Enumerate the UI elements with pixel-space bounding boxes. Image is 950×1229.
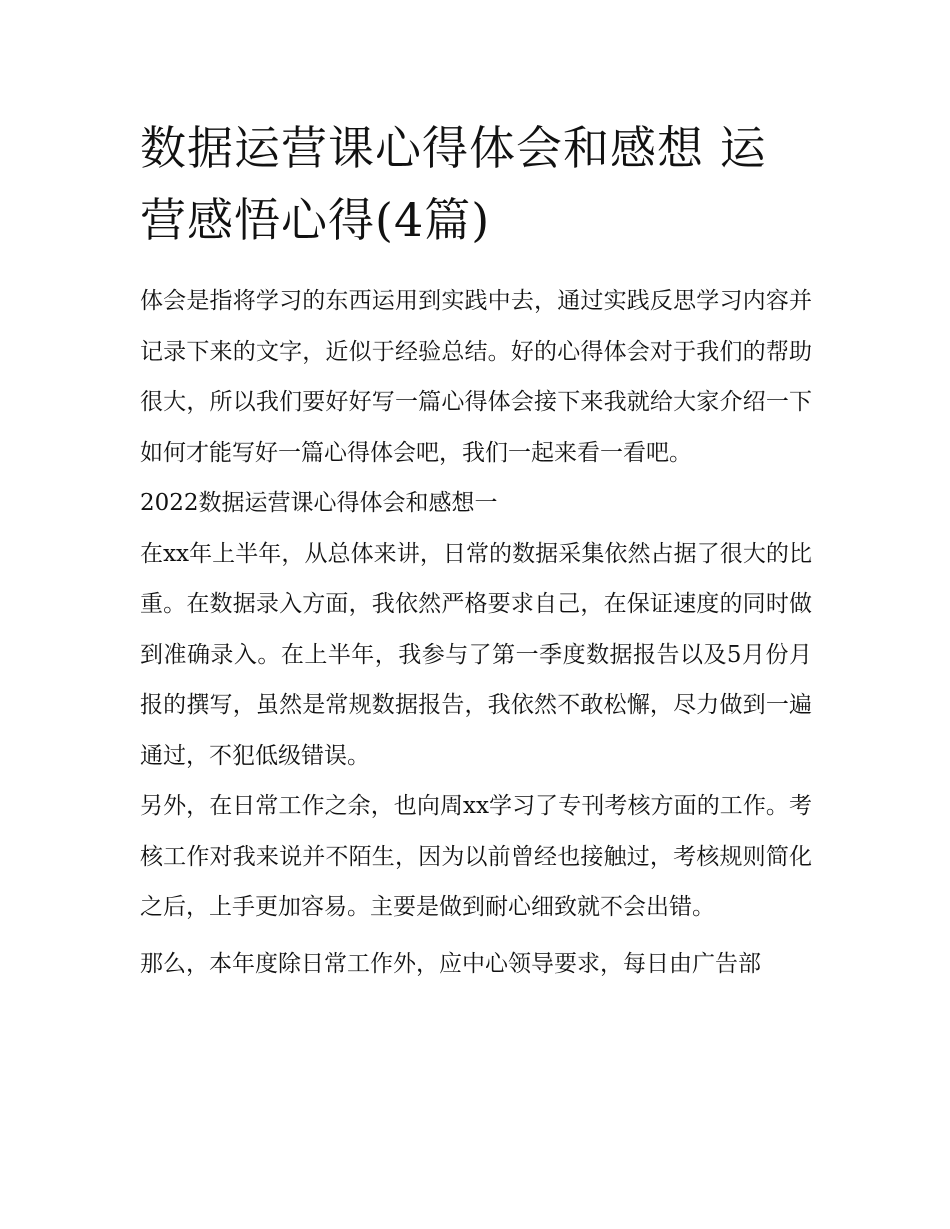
document-page — [140, 112, 812, 989]
body-paragraph: 那么，本年度除日常工作外，应中心领导要求，每日由广告部 — [140, 950, 761, 977]
body-paragraph: 另外，在日常工作之余，也向周xx学习了专刊考核方面的工作。考核工作对我来说并不陌生，因为以前曾经也接触过，考核规则简化之后，上手更加容易。主要是做到耐心细致就不会出错。 — [140, 793, 812, 920]
body-paragraph: 在xx年上半年，从总体来讲，日常的数据采集依然占据了很大的比重。在数据录入方面，我依然严格要求自己，在保证速度的同时做到准确录入。在上半年，我参与了第一季度数据报告以及5月份月报的撰写，虽然是常规数据报告，我依然不敢松懈，尽力做到一遍通过，不犯低级错误。 — [140, 540, 812, 769]
section-heading: 2022数据运营课心得体会和感想一 — [140, 490, 498, 516]
document-title: 数据运营课心得体会和感想 运营感悟心得(4篇) — [140, 121, 767, 247]
intro-paragraph: 体会是指将学习的东西运用到实践中去，通过实践反思学习内容并记录下来的文字，近似于经验总结。好的心得体会对于我们的帮助很大，所以我们要好好写一篇心得体会接下来我就给大家介绍一下如何才能写好一篇心得体会吧，我们一起来看一看吧。 — [140, 288, 812, 466]
